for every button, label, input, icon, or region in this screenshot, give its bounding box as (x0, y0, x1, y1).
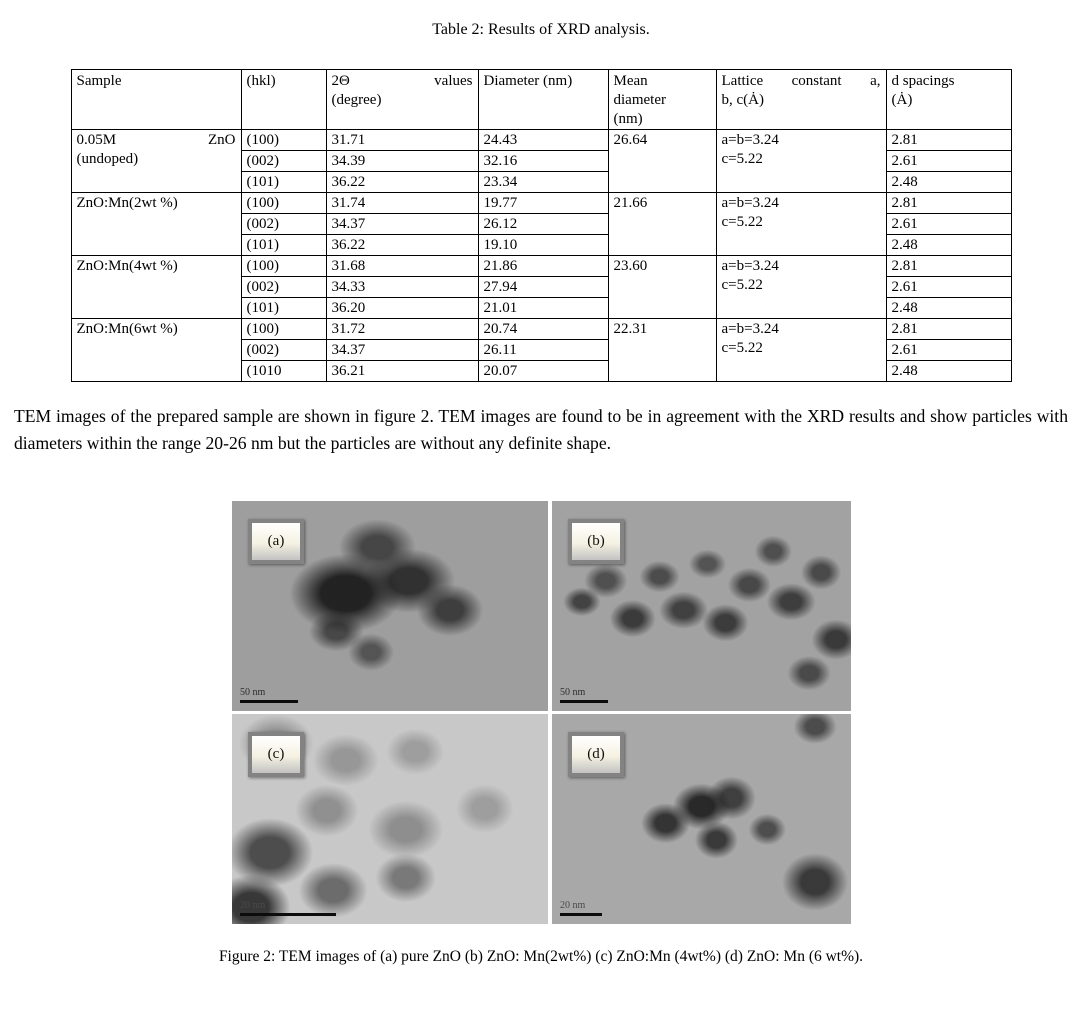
scale-bar-a-line (240, 700, 298, 703)
lattice-c: c=5.22 (721, 277, 763, 293)
d-spacing-cell: 2.61 (886, 214, 1011, 235)
scale-bar-b (560, 687, 608, 703)
header-two-theta-unit: (degree) (331, 92, 382, 108)
lattice-cell (716, 130, 886, 193)
diameter-cell: 32.16 (478, 151, 608, 172)
lattice-cell (716, 193, 886, 256)
header-lattice-w1: Lattice (721, 73, 764, 89)
hkl-cell: (002) (241, 214, 326, 235)
hkl-cell: (101) (241, 172, 326, 193)
header-hkl-label: (hkl) (246, 73, 276, 89)
diameter-cell: 27.94 (478, 277, 608, 298)
header-sample-label: Sample (76, 73, 122, 89)
hkl-cell: (002) (241, 151, 326, 172)
lattice-cell (716, 319, 886, 382)
hkl-cell: (100) (241, 319, 326, 340)
sample-cell-mn6 (71, 319, 241, 382)
two-theta-cell: 34.33 (326, 277, 478, 298)
scale-bar-a-text: 50 nm (240, 687, 266, 698)
two-theta-cell: 34.37 (326, 340, 478, 361)
header-diameter-label: Diameter (nm) (483, 73, 573, 89)
hkl-cell: (101) (241, 235, 326, 256)
tem-image-d (552, 714, 851, 924)
diameter-cell: 19.10 (478, 235, 608, 256)
mean-diameter-cell: 26.64 (608, 130, 716, 193)
sample-cell-mn2 (71, 193, 241, 256)
d-spacing-cell: 2.48 (886, 172, 1011, 193)
diameter-cell: 21.01 (478, 298, 608, 319)
d-spacing-cell: 2.48 (886, 361, 1011, 382)
sample-name: ZnO:Mn(2wt %) (76, 195, 178, 211)
header-lattice-w2: constant (791, 73, 842, 89)
d-spacing-cell: 2.81 (886, 319, 1011, 340)
lattice-ab: a=b=3.24 (721, 321, 779, 337)
panel-label-a: (a) (248, 519, 304, 564)
diameter-cell: 23.34 (478, 172, 608, 193)
table-row (71, 256, 1011, 277)
hkl-cell: (100) (241, 130, 326, 151)
header-diameter (478, 70, 608, 130)
scale-bar-b-line (560, 700, 608, 703)
header-lattice-constant (716, 70, 886, 130)
hkl-cell: (002) (241, 277, 326, 298)
table-title: Table 2: Results of XRD analysis. (432, 21, 650, 38)
header-d-spacings-l2: (Ȧ) (891, 92, 913, 108)
tem-image-b (552, 501, 851, 711)
tem-image-a (232, 501, 548, 711)
scale-bar-c-line (240, 913, 336, 916)
header-mean-diameter (608, 70, 716, 130)
header-two-theta-values: values (434, 73, 473, 89)
sample-cell-undoped (71, 130, 241, 193)
mean-diameter-cell: 22.31 (608, 319, 716, 382)
d-spacing-cell: 2.61 (886, 340, 1011, 361)
lattice-ab: a=b=3.24 (721, 132, 779, 148)
figure-caption: Figure 2: TEM images of (a) pure ZnO (b) ZnO: Mn(2wt%) (c) ZnO:Mn (4wt%) (d) ZnO: Mn (6 wt%). (218, 948, 864, 965)
tem-image-c (232, 714, 548, 924)
two-theta-cell: 31.71 (326, 130, 478, 151)
diameter-cell: 20.07 (478, 361, 608, 382)
diameter-cell: 24.43 (478, 130, 608, 151)
lattice-ab: a=b=3.24 (721, 258, 779, 274)
header-hkl (241, 70, 326, 130)
lattice-ab: a=b=3.24 (721, 195, 779, 211)
header-mean-l3: (nm) (613, 111, 643, 127)
scale-bar-b-text: 50 nm (560, 687, 586, 698)
sample-name: ZnO:Mn(6wt %) (76, 321, 178, 337)
two-theta-cell: 31.74 (326, 193, 478, 214)
scale-bar-c-text: 20 nm (240, 900, 266, 911)
mean-diameter-cell: 23.60 (608, 256, 716, 319)
d-spacing-cell: 2.81 (886, 193, 1011, 214)
hkl-cell: (100) (241, 256, 326, 277)
lattice-cell (716, 256, 886, 319)
diameter-cell: 19.77 (478, 193, 608, 214)
sample-name-line2: (undoped) (76, 151, 139, 167)
two-theta-cell: 34.39 (326, 151, 478, 172)
diameter-cell: 21.86 (478, 256, 608, 277)
diameter-cell: 26.12 (478, 214, 608, 235)
two-theta-cell: 34.37 (326, 214, 478, 235)
figure-2-grid (232, 501, 852, 924)
d-spacing-cell: 2.81 (886, 130, 1011, 151)
panel-label-b: (b) (568, 519, 624, 564)
diameter-cell: 20.74 (478, 319, 608, 340)
header-lattice-w3: a, (870, 73, 881, 89)
hkl-cell: (002) (241, 340, 326, 361)
lattice-c: c=5.22 (721, 214, 763, 230)
sample-name-right: ZnO (208, 132, 236, 148)
header-mean-l1: Mean (613, 73, 648, 89)
header-two-theta (326, 70, 478, 130)
table-row (71, 193, 1011, 214)
header-d-spacings (886, 70, 1011, 130)
hkl-cell: (101) (241, 298, 326, 319)
two-theta-cell: 31.68 (326, 256, 478, 277)
two-theta-cell: 36.22 (326, 172, 478, 193)
sample-name: ZnO:Mn(4wt %) (76, 258, 178, 274)
scale-bar-d (560, 900, 602, 916)
d-spacing-cell: 2.61 (886, 151, 1011, 172)
hkl-cell: (100) (241, 193, 326, 214)
d-spacing-cell: 2.48 (886, 298, 1011, 319)
header-d-spacings-l1: d spacings (891, 73, 955, 89)
two-theta-cell: 36.20 (326, 298, 478, 319)
d-spacing-cell: 2.48 (886, 235, 1011, 256)
two-theta-cell: 36.22 (326, 235, 478, 256)
mean-diameter-cell: 21.66 (608, 193, 716, 256)
diameter-cell: 26.11 (478, 340, 608, 361)
panel-label-c: (c) (248, 732, 304, 777)
lattice-c: c=5.22 (721, 151, 763, 167)
table-row (71, 130, 1011, 151)
table-row (71, 319, 1011, 340)
body-paragraph: TEM images of the prepared sample are shown in figure 2. TEM images are found to be in agreement with the XRD results and show particles with diameters within the range 20-26 nm but the particles are without any definite shape. (14, 406, 1068, 453)
header-lattice-l2: b, c(Ȧ) (721, 92, 764, 108)
two-theta-cell: 31.72 (326, 319, 478, 340)
hkl-cell: (1010 (241, 361, 326, 382)
header-sample (71, 70, 241, 130)
scale-bar-a (240, 687, 298, 703)
scale-bar-d-text: 20 nm (560, 900, 586, 911)
scale-bar-d-line (560, 913, 602, 916)
d-spacing-cell: 2.61 (886, 277, 1011, 298)
header-two-theta-symbol: 2Θ (331, 73, 350, 89)
two-theta-cell: 36.21 (326, 361, 478, 382)
scale-bar-c (240, 900, 336, 916)
lattice-c: c=5.22 (721, 340, 763, 356)
panel-label-d: (d) (568, 732, 624, 777)
d-spacing-cell: 2.81 (886, 256, 1011, 277)
xrd-results-table (71, 69, 1012, 382)
table-header-row (71, 70, 1011, 130)
sample-name: 0.05M (76, 132, 117, 148)
sample-cell-mn4 (71, 256, 241, 319)
header-mean-l2: diameter (613, 92, 666, 108)
